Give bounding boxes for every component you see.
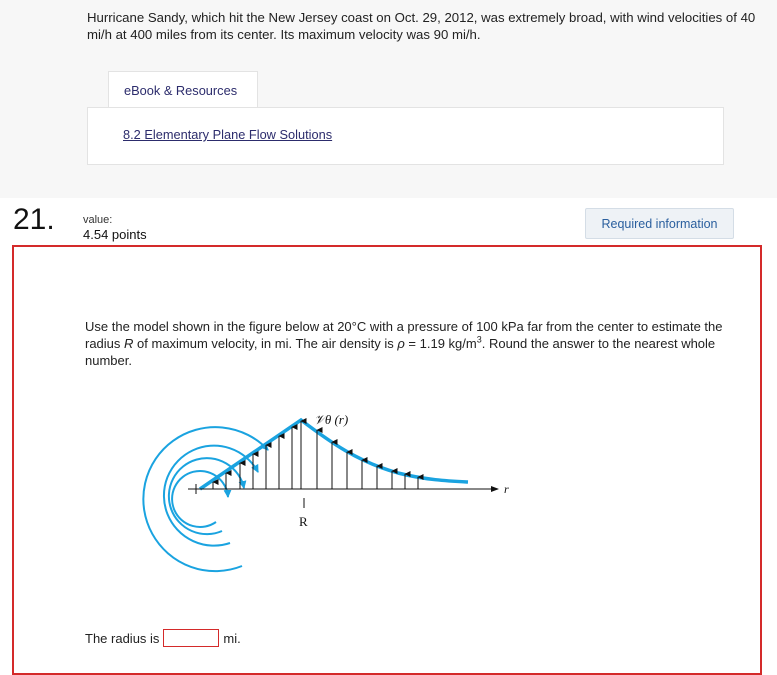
streamline-arc-2: [169, 458, 244, 534]
problem-statement: [85, 318, 757, 369]
exponent: 3: [476, 334, 482, 345]
variable-rho: ρ: [397, 336, 405, 351]
vortex-figure: [108, 400, 528, 590]
answer-prefix: The radius is: [85, 630, 160, 646]
label-R: R: [299, 514, 308, 529]
problem-text-2: of maximum velocity, in mi. The air density is: [133, 336, 398, 351]
problem-text-1: Use the model shown in the figure below at 20°C with a pressure of 100 kPa far from the center to estimate the radius: [85, 319, 723, 351]
problem-text-3: = 1.19 kg/m: [404, 336, 477, 351]
streamline-arc-1: [172, 471, 228, 527]
label-v-theta: 𝒱θ (r): [314, 412, 349, 427]
streamline-arc-4: [143, 427, 268, 571]
resources-panel: [87, 107, 724, 165]
question-number: 21.: [13, 203, 55, 236]
problem-text-4: . Round the answer to the nearest whole number.: [85, 336, 716, 368]
top-panel: [0, 0, 777, 198]
resource-link[interactable]: 8.2 Elementary Plane Flow Solutions: [123, 127, 333, 142]
value-points: 4.54 points: [83, 227, 147, 242]
value-label: value:: [83, 214, 113, 226]
tab-label: eBook & Resources: [124, 82, 238, 98]
intro-text: Hurricane Sandy, which hit the New Jersey coast on Oct. 29, 2012, was extremely broad, with wind velocities of 40 mi/h at 400 miles from its center. Its maximum velocity was 90 mi/h.: [87, 10, 756, 42]
tab-ebook-resources[interactable]: [108, 71, 258, 108]
radius-input[interactable]: [163, 629, 219, 647]
variable-r: R: [124, 336, 134, 351]
label-r-axis: r: [504, 482, 509, 496]
required-information-button[interactable]: Required information: [585, 208, 734, 239]
answer-row: [85, 629, 241, 647]
answer-unit: mi.: [223, 630, 241, 646]
